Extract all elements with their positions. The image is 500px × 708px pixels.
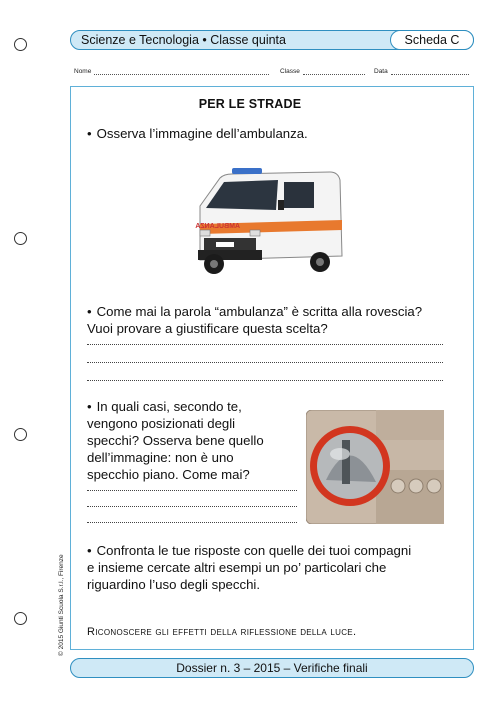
question-3-line-2: vengono posizionati degli bbox=[87, 416, 236, 431]
learning-objective: Riconoscere gli effetti della riflessione della luce. bbox=[87, 626, 357, 638]
question-3-line-5: specchio piano. Come mai? bbox=[87, 467, 250, 482]
student-fields bbox=[74, 67, 474, 79]
answer-line[interactable] bbox=[87, 362, 443, 363]
question-3-line-1: In quali casi, secondo te, bbox=[96, 399, 242, 414]
question-3-line-4: dell’immagine: non è uno bbox=[87, 450, 234, 465]
reversed-ambulance-text: AMBULANZA bbox=[195, 223, 240, 230]
class-label: Classe bbox=[280, 68, 300, 75]
binder-hole bbox=[14, 232, 27, 245]
question-2-line-2: Vuoi provare a giustificare questa scelta? bbox=[87, 321, 328, 336]
question-1-text: Osserva l’immagine dell’ambulanza. bbox=[96, 126, 308, 141]
subject-title: Scienze e Tecnologia • Classe quinta bbox=[81, 33, 286, 47]
bullet: • bbox=[87, 126, 92, 141]
question-2-line-1: Come mai la parola “ambulanza” è scritta alla rovescia? bbox=[96, 304, 423, 319]
binder-hole bbox=[14, 38, 27, 51]
convex-mirror-image bbox=[306, 410, 444, 524]
date-field[interactable] bbox=[374, 67, 469, 75]
answer-line[interactable] bbox=[87, 344, 443, 345]
question-4-line-2: e insieme cercate altri esempi un po’ particolari che bbox=[87, 560, 387, 575]
sheet-tag: Scheda C bbox=[390, 30, 474, 50]
date-label: Data bbox=[374, 68, 388, 75]
question-4-line-1: Confronta le tue risposte con quelle dei tuoi compagni bbox=[96, 543, 412, 558]
question-2 bbox=[87, 303, 422, 321]
bullet: • bbox=[87, 399, 92, 414]
ambulance-image bbox=[180, 166, 348, 286]
answer-line[interactable] bbox=[87, 490, 297, 491]
question-3-line-3: specchi? Osserva bene quello bbox=[87, 433, 264, 448]
footer-bar: Dossier n. 3 – 2015 – Verifiche finali bbox=[70, 658, 474, 678]
worksheet-title: PER LE STRADE bbox=[198, 97, 302, 111]
binder-hole bbox=[14, 428, 27, 441]
name-field[interactable] bbox=[74, 67, 269, 75]
bullet: • bbox=[87, 543, 92, 558]
question-4-line-3: riguardino l’uso degli specchi. bbox=[87, 577, 261, 592]
binder-hole bbox=[14, 612, 27, 625]
header-bar bbox=[70, 30, 474, 50]
question-4 bbox=[87, 542, 411, 560]
answer-line[interactable] bbox=[87, 380, 443, 381]
question-1 bbox=[87, 125, 308, 143]
question-3 bbox=[87, 398, 242, 416]
copyright-note: © 2015 Giunti Scuola S.r.l., Firenze bbox=[58, 554, 65, 656]
name-label: Nome bbox=[74, 68, 92, 75]
answer-line[interactable] bbox=[87, 522, 297, 523]
bullet: • bbox=[87, 304, 92, 319]
class-field[interactable] bbox=[280, 67, 365, 75]
answer-line[interactable] bbox=[87, 506, 297, 507]
